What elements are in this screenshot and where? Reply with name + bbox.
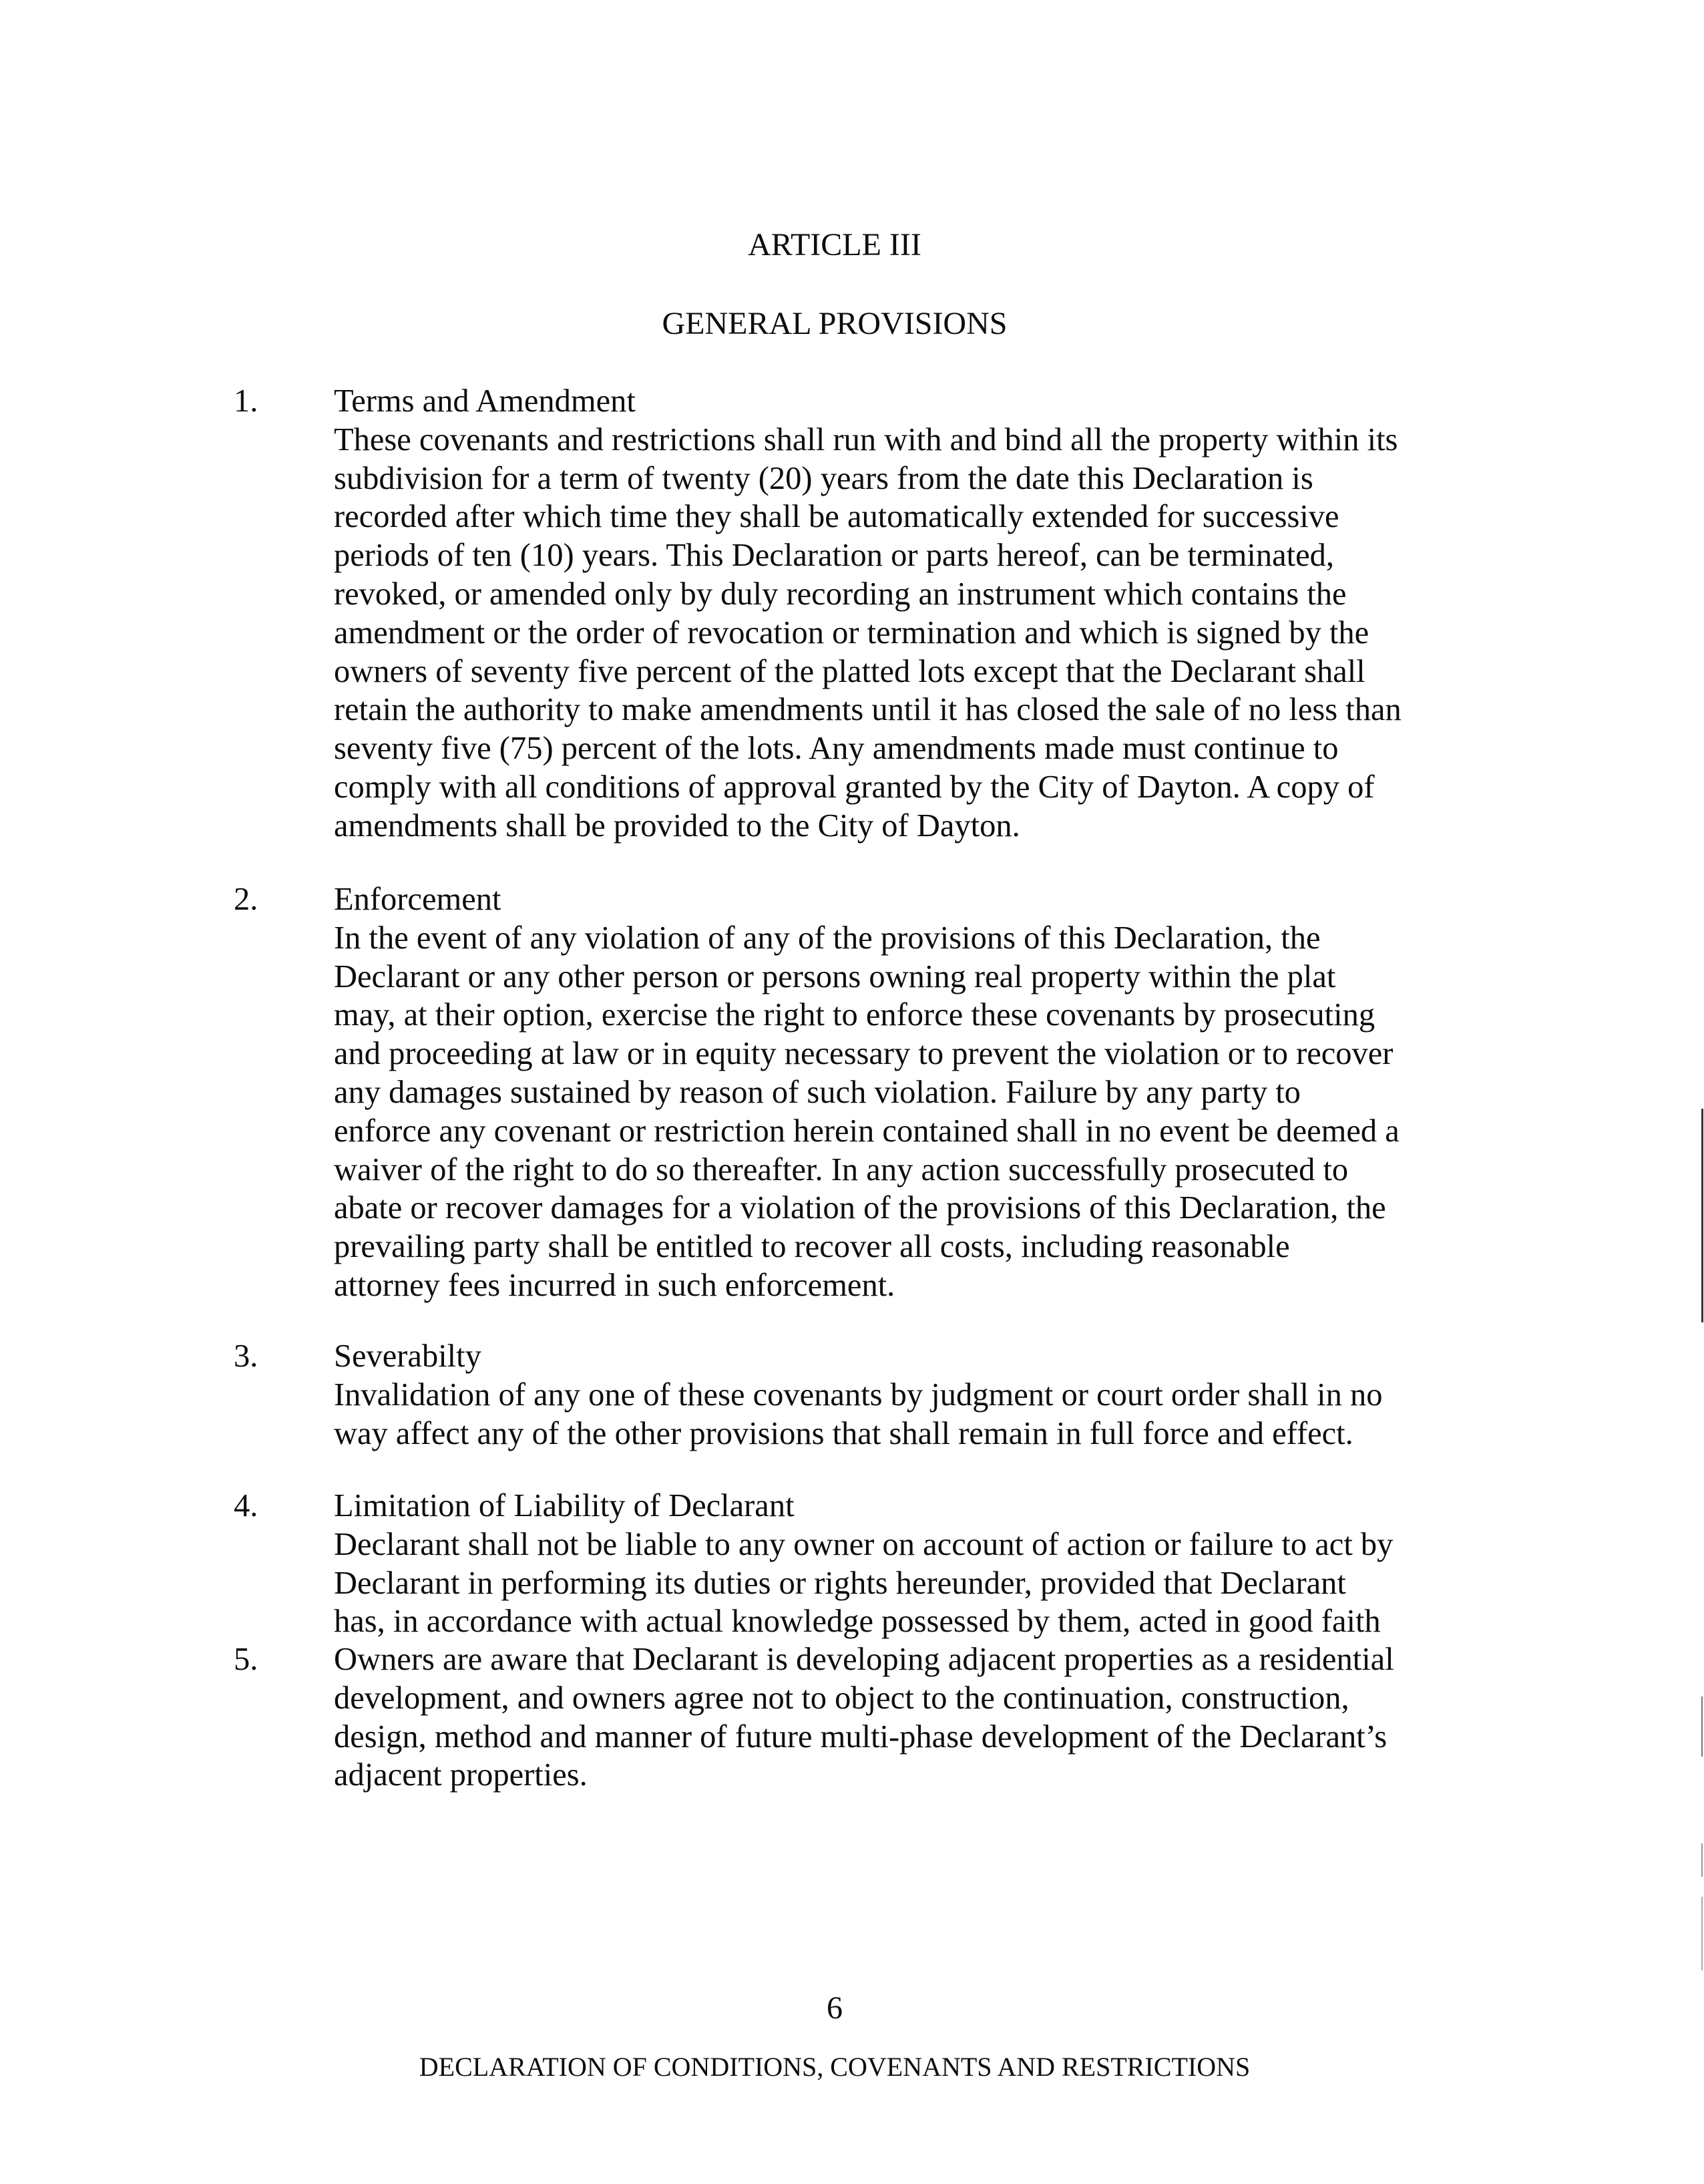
item-text-line: development, and owners agree not to object to the continuation, construction, (334, 1680, 1349, 1716)
item-number: 3. (234, 1338, 258, 1374)
item-number: 1. (234, 383, 258, 419)
item-body (334, 1640, 1509, 1795)
item-number: 5. (234, 1642, 258, 1677)
article-title: ARTICLE III (748, 227, 921, 262)
item-text-line: amendment or the order of revocation or termination and which is signed by the (334, 614, 1369, 651)
item-body (334, 382, 1509, 846)
item-text-line: enforce any covenant or restriction herein contained shall in no event be deemed a (334, 1113, 1400, 1149)
item-text-line: abate or recover damages for a violation of the provisions of this Declaration, the (334, 1190, 1386, 1226)
item-text-line: and proceeding at law or in equity necessary to prevent the violation or to recover (334, 1036, 1394, 1072)
item-text-line: subdivision for a term of twenty (20) years from the date this Declaration is (334, 460, 1313, 496)
item-body (334, 1337, 1509, 1453)
item-number: 2. (234, 882, 258, 917)
scan-artifact-mark (1701, 1843, 1703, 1877)
item-heading: Limitation of Liability of Declarant (334, 1488, 795, 1523)
footer-title: DECLARATION OF CONDITIONS, COVENANTS AND RESTRICTIONS (419, 2052, 1251, 2082)
item-text-line: has, in accordance with actual knowledge possessed by them, acted in good faith (334, 1604, 1381, 1640)
item-text-line: adjacent properties. (334, 1757, 588, 1793)
item-text-line: These covenants and restrictions shall run with and bind all the property within its (334, 421, 1398, 458)
item-text-line: owners of seventy five percent of the platted lots except that the Declarant shall (334, 653, 1365, 689)
item-text-line: prevailing party shall be entitled to recover all costs, including reasonable (334, 1229, 1290, 1265)
item-text-line: waiver of the right to do so thereafter. In any action successfully prosecuted to (334, 1151, 1349, 1188)
section-title: GENERAL PROVISIONS (662, 306, 1008, 341)
page-number: 6 (827, 1990, 843, 2026)
item-text-line: Invalidation of any one of these covenants by judgment or court order shall in no (334, 1377, 1383, 1413)
scan-artifact-mark (1701, 1696, 1703, 1757)
item-text-line: amendments shall be provided to the City of Dayton. (334, 807, 1020, 844)
item-heading: Severabilty (334, 1338, 481, 1374)
item-text-line: recorded after which time they shall be automatically extended for successive (334, 499, 1339, 535)
scan-artifact-mark (1701, 1897, 1703, 1970)
item-text-line: Declarant or any other person or persons owning real property within the plat (334, 958, 1336, 994)
item-heading: Enforcement (334, 882, 501, 917)
item-body (334, 880, 1509, 1305)
item-text-line: In the event of any violation of any of the provisions of this Declaration, the (334, 920, 1321, 956)
item-number: 4. (234, 1488, 258, 1523)
item-text-line: way affect any of the other provisions that shall remain in full force and effect. (334, 1415, 1353, 1451)
item-body (334, 1487, 1509, 1641)
scan-artifact-mark (1701, 1109, 1703, 1322)
item-text-line: attorney fees incurred in such enforcement. (334, 1267, 895, 1303)
item-text-line: Declarant in performing its duties or rights hereunder, provided that Declarant (334, 1565, 1346, 1601)
item-text-line: Declarant shall not be liable to any owner on account of action or failure to act by (334, 1526, 1394, 1562)
item-text-line: may, at their option, exercise the right to enforce these covenants by prosecuting (334, 997, 1375, 1033)
item-text-line: Owners are aware that Declarant is developing adjacent properties as a residential (334, 1642, 1394, 1677)
item-text-line: retain the authority to make amendments until it has closed the sale of no less than (334, 692, 1402, 728)
item-text-line: seventy five (75) percent of the lots. Any amendments made must continue to (334, 731, 1339, 767)
item-heading: Terms and Amendment (334, 383, 636, 419)
item-text-line: design, method and manner of future multi-phase development of the Declarant’s (334, 1718, 1388, 1755)
item-text-line: comply with all conditions of approval granted by the City of Dayton. A copy of (334, 769, 1375, 805)
item-text-line: any damages sustained by reason of such violation. Failure by any party to (334, 1074, 1301, 1110)
item-text-line: periods of ten (10) years. This Declaration or parts hereof, can be terminated, (334, 538, 1334, 574)
item-text-line: revoked, or amended only by duly recording an instrument which contains the (334, 576, 1347, 612)
